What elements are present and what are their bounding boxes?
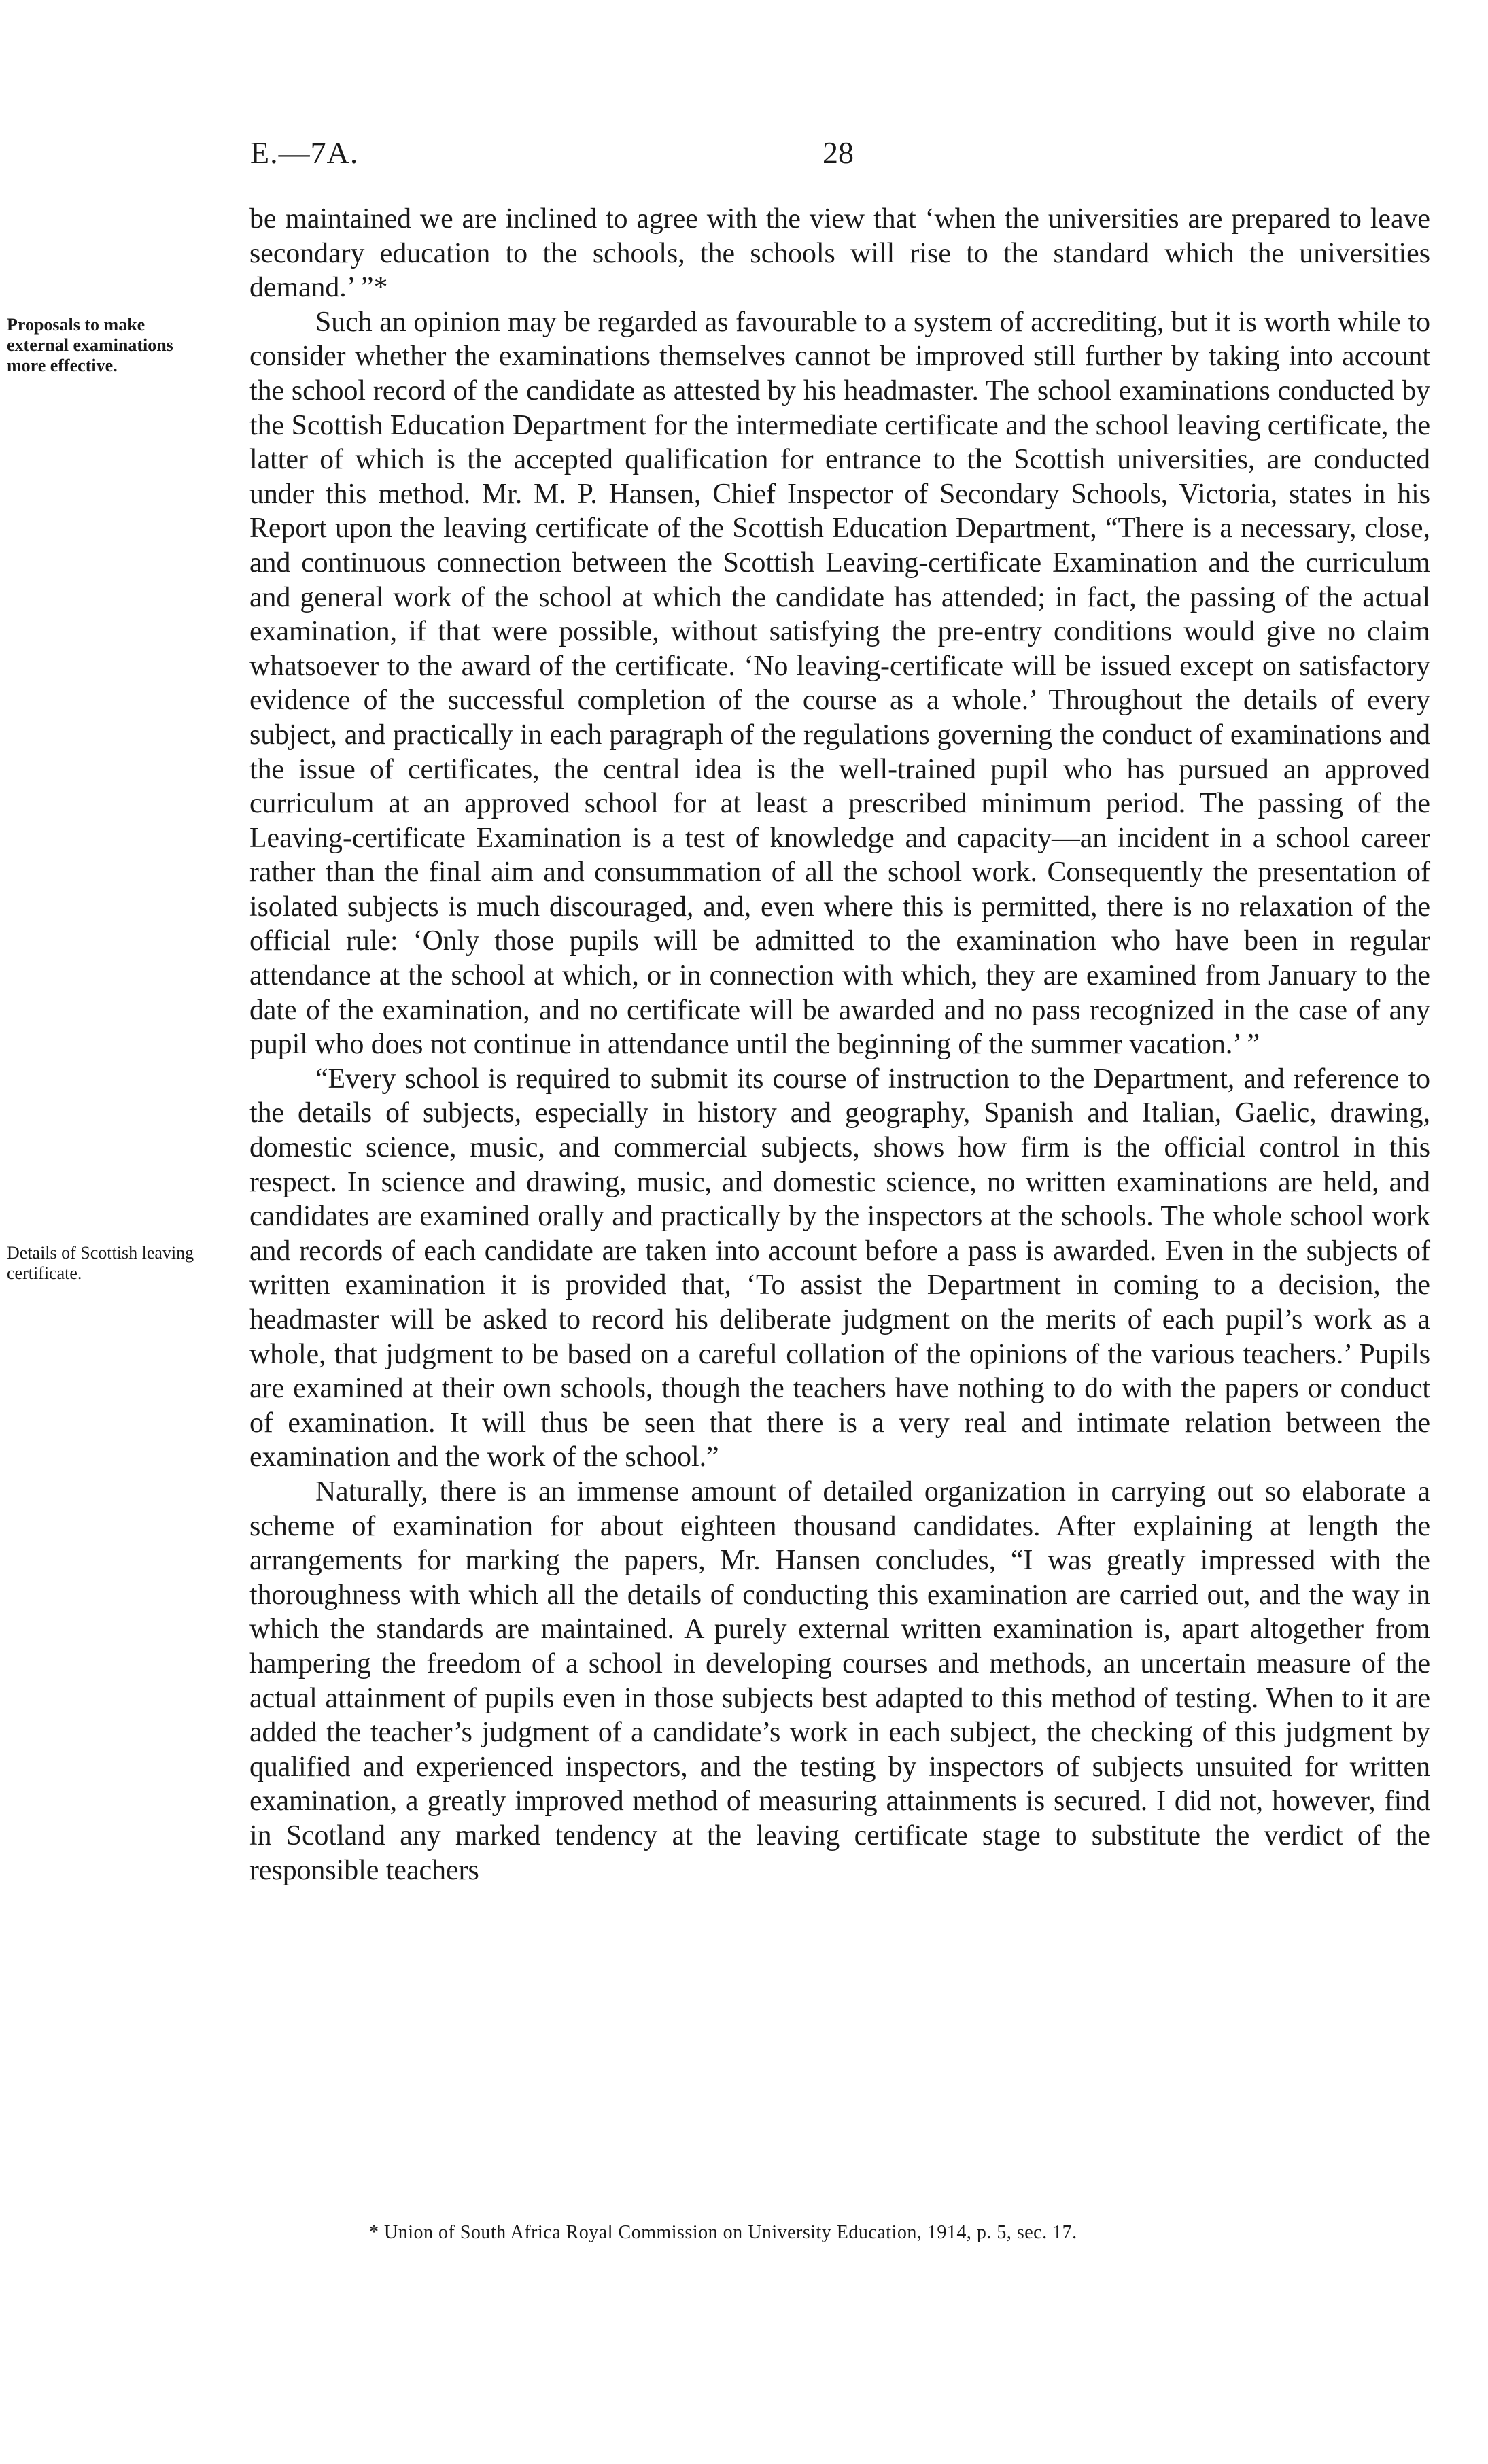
paragraph-accrediting: Such an opinion may be regarded as favourable to a system of accrediting, but it is worth while to consider whether the examinations themselves cannot be improved still further by taking into account the school record of the candidate as attested by his headmaster. The school examinations conducted by the Scottish Education Department for the intermediate certificate and the school leaving certificate, the latter of which is the accepted qualification for entrance to the Scottish universities, are conducted under this method. Mr. M. P. Hansen, Chief Inspector of Secondary Schools, Victoria, states in his Report upon the leaving certificate of the Scottish Education Department, “There is a necessary, close, and continuous connection between the Scottish Leaving-certificate Examination and the curriculum and general work of the school at which the candidate has attended; in fact, the passing of the actual examination, if that were possible, without satisfying the pre-entry conditions would give no claim whatsoever to the award of the certificate. ‘No leaving-certificate will be issued except on satisfactory evidence of the successful completion of the course as a whole.’ Throughout the details of every subject, and practically in each paragraph of the regulations governing the conduct of examinations and the issue of certificates, the central idea is the well-trained pupil who has pursued an approved curriculum at an approved school for at least a prescribed minimum period. The passing of the Leaving-certificate Examination is a test of knowledge and capacity—an incident in a school career rather than the final aim and consummation of all the school work. Consequently the presentation of isolated subjects is much discouraged, and, even where this is permitted, there is no relaxation of the official rule: ‘Only those pupils will be admitted to the examination who have been in regular attendance at the school at which, or in connection with which, they are examined from January to the date of the examination, and no certificate will be awarded and no pass recognized in the case of any pupil who does not continue in attendance until the beginning of the summer vacation.’ ” — [249, 306, 1430, 1061]
page-number: 28 — [823, 135, 854, 170]
paragraph-continuation: be maintained we are inclined to agree with the view that ‘when the universities are prepared to leave secondary education to the schools, the schools will rise to the standard which the universities demand.’ ”* — [249, 203, 1430, 304]
body-text — [249, 202, 1430, 1887]
margin-note-scottish-certificate: Details of Scottish leaving certificate. — [7, 1243, 194, 1283]
paragraph-course-of-instruction: “Every school is required to submit its course of instruction to the Department, and reference to the details of subjects, especially in history and geography, Spanish and Italian, Gaelic, drawing, domestic science, music, and commercial subjects, shows how firm is the official control in this respect. In science and drawing, music, and domestic science, no written examinations are held, and candidates are examined orally and practically by the inspectors at the schools. The whole school work and records of each candidate are taken into account before a pass is awarded. Even in the subjects of written examination it is provided that, ‘To assist the Department in coming to a decision, the headmaster will be asked to record his deliberate judgment on the merits of each pupil’s work as a whole, that judgment to be based on a careful collation of the opinions of the various teachers.’ Pupils are examined at their own schools, though the teachers have nothing to do with the papers or conduct of examination. It will thus be seen that there is a very real and intimate relation between the examination and the work of the school.” — [249, 1063, 1430, 1473]
footnote: * Union of South Africa Royal Commission on University Education, 1914, p. 5, sec. 17. — [369, 2222, 1077, 2243]
paragraph-organization: Naturally, there is an immense amount of detailed organization in carrying out so elaborate a scheme of examination for about eighteen thousand candidates. After explaining at length the arrangements for marking the papers, Mr. Hansen concludes, “I was greatly impressed with the thoroughness with which all the details of conducting this examination are carried out, and the way in which the standards are maintained. A purely external written examination is, apart altogether from hampering the freedom of a school in developing courses and methods, an uncertain measure of the actual attainment of pupils even in those subjects best adapted to this method of testing. When to it are added the teacher’s judgment of a candidate’s work in each subject, the checking of this judgment by qualified and experienced inspectors, and the testing by inspectors of subjects unsuited for written examination, a greatly improved method of measuring attainments is secured. I did not, however, find in Scotland any marked tendency at the leaving certificate stage to substitute the verdict of the responsible teachers — [249, 1475, 1430, 1886]
margin-note-proposals: Proposals to make external examinations more effective. — [7, 315, 173, 375]
page-reference: E.—7A. — [250, 135, 359, 170]
